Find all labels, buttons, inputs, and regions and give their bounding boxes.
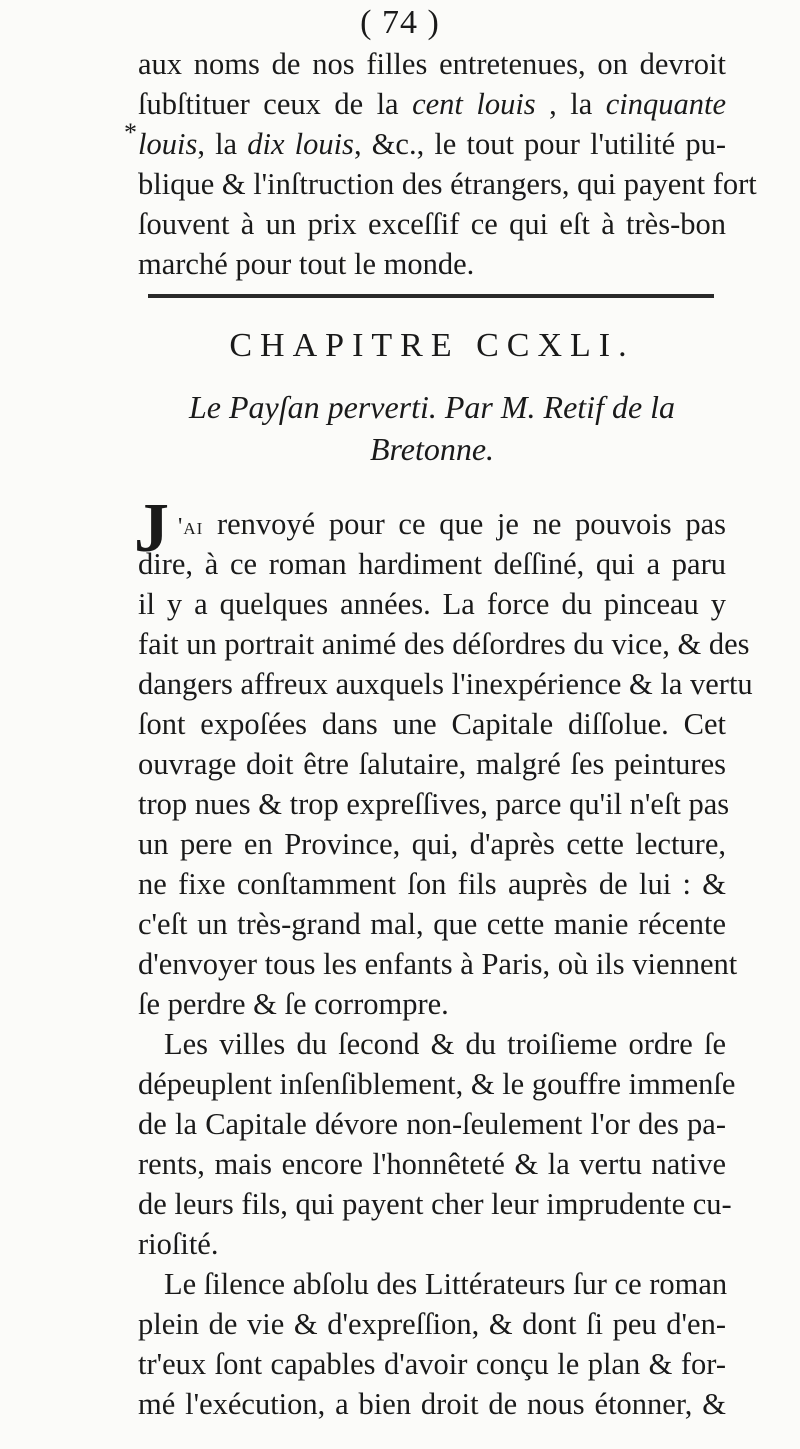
text-line: un pere en Province, qui, d'après cette lecture, (138, 827, 726, 861)
text-line: ſont expoſées dans une Capitale diſſolue. Cet (138, 707, 726, 741)
footnote-marker: * (124, 118, 137, 147)
text-line: c'eſt un très-grand mal, que cette manie récente (138, 907, 726, 941)
text-line: tr'eux ſont capables d'avoir conçu le plan & for- (138, 1347, 726, 1381)
body-text (138, 504, 753, 1424)
text-line (138, 124, 726, 164)
text-line: dire, à ce roman hardiment deſſiné, qui a paru (138, 547, 726, 581)
text-line: ouvrage doit être ſalutaire, malgré ſes peintures (138, 747, 726, 781)
text-line: dangers affreux auxquels l'inexpérience & la vertu (138, 667, 753, 701)
text-line: de la Capitale dévore non-ſeulement l'or des pa- (138, 1107, 726, 1141)
subtitle-line: Le Payſan perverti. Par M. Retif de la (188, 389, 676, 425)
intro-paragraph (138, 44, 757, 284)
text-line: Les villes du ſecond & du troiſieme ordre ſe (164, 1027, 726, 1061)
page-number: ( 74 ) (360, 4, 440, 41)
text-line: rents, mais encore l'honnêteté & la vertu native (138, 1147, 726, 1181)
text-run: , la (197, 127, 248, 161)
chapter-title: CHAPITRE CCXLI. (229, 327, 635, 364)
text-run: , &c., le tout pour l'utilité pu- (353, 127, 726, 161)
text-line: ſouvent à un prix exceſſif ce qui eſt à très-bon (138, 207, 726, 241)
italic-run: cinquante (605, 87, 727, 121)
italic-run: dix louis (247, 127, 354, 161)
text-line: Le ſilence abſolu des Littérateurs ſur ce roman (164, 1267, 728, 1301)
text-line: trop nues & trop expreſſives, parce qu'il n'eſt pas (138, 787, 730, 821)
subtitle-line: Bretonne. (369, 431, 495, 467)
text-line: ſe perdre & ſe corrompre. (138, 987, 449, 1021)
text-line: d'envoyer tous les enfants à Paris, où ils viennent (138, 947, 738, 981)
text-line: il y a quelques années. La force du pinceau y (138, 587, 726, 621)
text-line: aux noms de nos filles entretenues, on devroit (138, 47, 726, 81)
text-line: rioſité. (138, 1227, 219, 1261)
text-line: dépeuplent inſenſiblement, & le gouffre immenſe (138, 1067, 736, 1101)
text-line: fait un portrait animé des déſordres du vice, & des (138, 627, 750, 661)
chapter-subtitle (138, 386, 726, 470)
drop-cap: J (134, 490, 169, 567)
text-line: de leurs fils, qui payent cher leur imprudente cu- (138, 1187, 732, 1221)
italic-run: cent louis (412, 87, 536, 121)
small-caps-run: 'ai (178, 514, 204, 540)
text-line (138, 504, 726, 544)
text-line: ne fixe conſtamment ſon fils auprès de lui : & (138, 867, 726, 901)
text-line: plein de vie & d'expreſſion, & dont ſi peu d'en- (138, 1307, 726, 1341)
text-line: mé l'exécution, a bien droit de nous étonner, & (138, 1387, 726, 1421)
italic-run: louis (138, 127, 198, 161)
text-run: renvoyé pour ce que je ne pouvois pas (203, 507, 726, 541)
text-line (138, 84, 726, 124)
text-line: blique & l'inſtruction des étrangers, qui payent fort (138, 167, 757, 201)
text-line: marché pour tout le monde. (138, 247, 475, 281)
text-run: ſubſtituer ceux de la (138, 87, 413, 121)
section-rule (148, 294, 714, 298)
text-run: , la (535, 87, 606, 121)
